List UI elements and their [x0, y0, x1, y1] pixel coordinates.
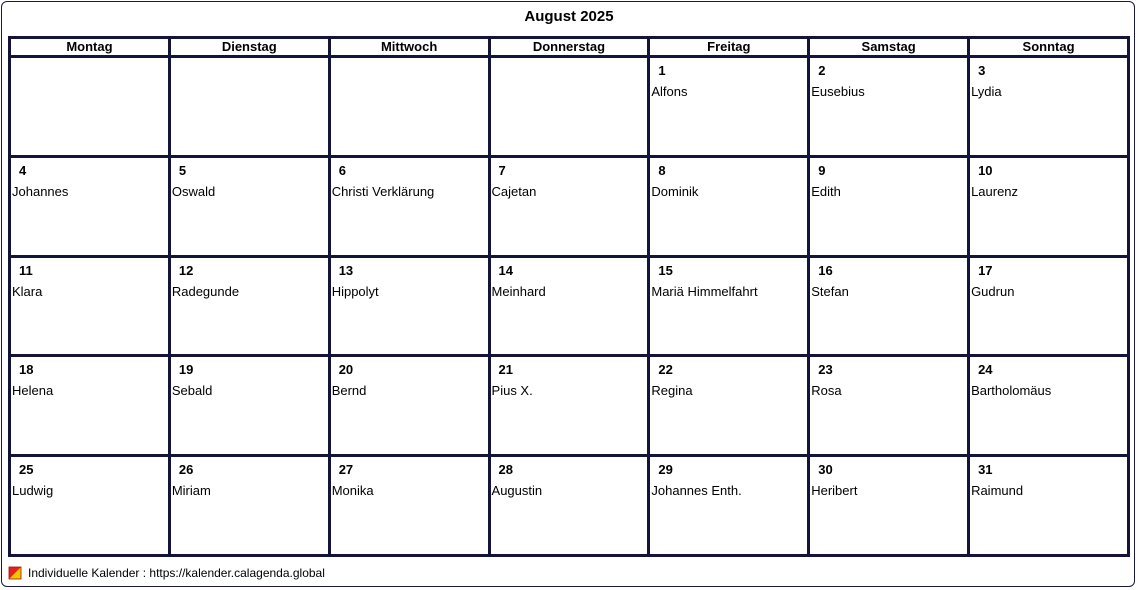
- day-cell[interactable]: [969, 356, 1129, 456]
- name-day: Bernd: [331, 383, 367, 399]
- day-cell[interactable]: [10, 356, 170, 456]
- name-day: Christi Verklärung: [331, 183, 435, 199]
- name-day: Raimund: [971, 483, 1024, 499]
- day-cell[interactable]: [10, 256, 170, 356]
- day-cell[interactable]: [329, 356, 489, 456]
- day-cell[interactable]: [809, 256, 969, 356]
- name-day: Oswald: [171, 183, 216, 199]
- day-number: 8: [658, 162, 666, 178]
- weekday-header: Mittwoch: [329, 38, 489, 57]
- day-number: 3: [978, 63, 986, 78]
- name-day: Miriam: [171, 483, 211, 499]
- day-number: 13: [338, 262, 354, 278]
- weekday-header: Donnerstag: [489, 38, 649, 57]
- day-cell[interactable]: [169, 156, 329, 256]
- name-day: Klara: [12, 283, 43, 299]
- day-cell[interactable]: [489, 456, 649, 556]
- day-number: 12: [178, 262, 194, 278]
- weekday-header: Samstag: [809, 38, 969, 57]
- name-day: Augustin: [491, 483, 543, 499]
- day-number: 6: [338, 162, 346, 178]
- day-number: 28: [498, 462, 513, 478]
- name-day: Monika: [331, 483, 374, 499]
- weekday-header-row: [10, 38, 1129, 57]
- day-cell[interactable]: [329, 456, 489, 556]
- week-row: [10, 156, 1129, 256]
- day-cell[interactable]: [969, 256, 1129, 356]
- day-cell[interactable]: [809, 356, 969, 456]
- day-number: [339, 63, 488, 79]
- day-number: 25: [19, 462, 34, 478]
- day-cell[interactable]: [489, 57, 649, 157]
- day-number: 1: [658, 63, 666, 78]
- weekday-header: Freitag: [649, 38, 809, 57]
- day-number: 18: [19, 362, 34, 378]
- day-cell[interactable]: [969, 57, 1129, 157]
- day-number: 2: [818, 63, 826, 78]
- day-number: 10: [978, 162, 993, 178]
- day-cell[interactable]: [169, 256, 329, 356]
- week-row: [10, 256, 1129, 356]
- week-row: [10, 356, 1129, 456]
- name-day: Stefan: [811, 283, 849, 299]
- week-row: [10, 57, 1129, 157]
- day-cell[interactable]: [489, 156, 649, 256]
- day-number: 26: [178, 462, 194, 478]
- day-cell[interactable]: [649, 57, 809, 157]
- name-day: Rosa: [811, 383, 842, 399]
- day-cell[interactable]: [969, 156, 1129, 256]
- day-number: 5: [178, 162, 187, 178]
- day-cell[interactable]: [169, 456, 329, 556]
- day-number: 4: [19, 162, 27, 178]
- day-number: [179, 63, 328, 79]
- name-day: Heribert: [811, 483, 858, 499]
- name-day: Cajetan: [491, 183, 537, 199]
- day-number: 14: [498, 262, 513, 278]
- name-day: Alfons: [651, 84, 688, 99]
- name-day: Bartholomäus: [971, 383, 1052, 399]
- name-day: Hippolyt: [331, 283, 379, 299]
- day-cell[interactable]: [329, 156, 489, 256]
- weekday-header: Montag: [10, 38, 170, 57]
- day-cell[interactable]: [329, 57, 489, 157]
- day-number: 24: [978, 362, 993, 378]
- day-cell[interactable]: [489, 356, 649, 456]
- day-number: 15: [658, 262, 673, 278]
- week-row: [10, 456, 1129, 556]
- calendar-grid: [8, 36, 1130, 557]
- day-cell[interactable]: [169, 356, 329, 456]
- weekday-header: Dienstag: [169, 38, 329, 57]
- day-number: [19, 63, 168, 79]
- name-day: Johannes: [12, 183, 69, 199]
- day-number: 27: [338, 462, 354, 478]
- day-number: [499, 63, 648, 79]
- name-day: Helena: [12, 383, 54, 399]
- day-cell[interactable]: [649, 356, 809, 456]
- day-number: 7: [498, 162, 506, 178]
- name-day: Edith: [811, 183, 841, 199]
- day-cell[interactable]: [489, 256, 649, 356]
- footer-link[interactable]: Individuelle Kalender : https://kalender.calagenda.global: [28, 566, 325, 580]
- name-day: Gudrun: [971, 283, 1015, 299]
- day-cell[interactable]: [809, 156, 969, 256]
- day-cell[interactable]: [809, 57, 969, 157]
- name-day: Laurenz: [971, 183, 1019, 199]
- day-number: 20: [338, 362, 354, 378]
- day-number: 29: [658, 462, 673, 478]
- day-number: 16: [818, 262, 833, 278]
- day-number: 21: [498, 362, 513, 378]
- day-cell[interactable]: [329, 256, 489, 356]
- footer: [8, 566, 325, 580]
- name-day: Dominik: [651, 183, 699, 199]
- day-number: 30: [818, 462, 833, 478]
- name-day: Mariä Himmelfahrt: [651, 283, 758, 299]
- day-cell[interactable]: [10, 456, 170, 556]
- name-day: Ludwig: [12, 483, 54, 499]
- name-day: Radegunde: [171, 283, 240, 299]
- name-day: Eusebius: [811, 84, 865, 99]
- name-day: Pius X.: [491, 383, 533, 399]
- day-cell[interactable]: [169, 57, 329, 157]
- day-cell[interactable]: [649, 156, 809, 256]
- name-day: Johannes Enth.: [651, 483, 742, 499]
- day-number: 22: [658, 362, 673, 378]
- name-day: Lydia: [971, 84, 1002, 99]
- day-number: 17: [978, 262, 993, 278]
- day-cell[interactable]: [10, 156, 170, 256]
- day-cell[interactable]: [649, 256, 809, 356]
- day-number: 19: [178, 362, 194, 378]
- day-number: 23: [818, 362, 833, 378]
- day-number: 11: [19, 262, 33, 278]
- name-day: Meinhard: [491, 283, 546, 299]
- day-cell[interactable]: [10, 57, 170, 157]
- calendar-logo-icon: [8, 566, 22, 580]
- day-number: 31: [978, 462, 993, 478]
- name-day: Regina: [651, 383, 693, 399]
- weekday-header: Sonntag: [969, 38, 1129, 57]
- day-cell[interactable]: [649, 456, 809, 556]
- day-cell[interactable]: [809, 456, 969, 556]
- day-cell[interactable]: [969, 456, 1129, 556]
- name-day: Sebald: [171, 383, 213, 399]
- day-number: 9: [818, 162, 826, 178]
- page-title: August 2025: [524, 8, 614, 25]
